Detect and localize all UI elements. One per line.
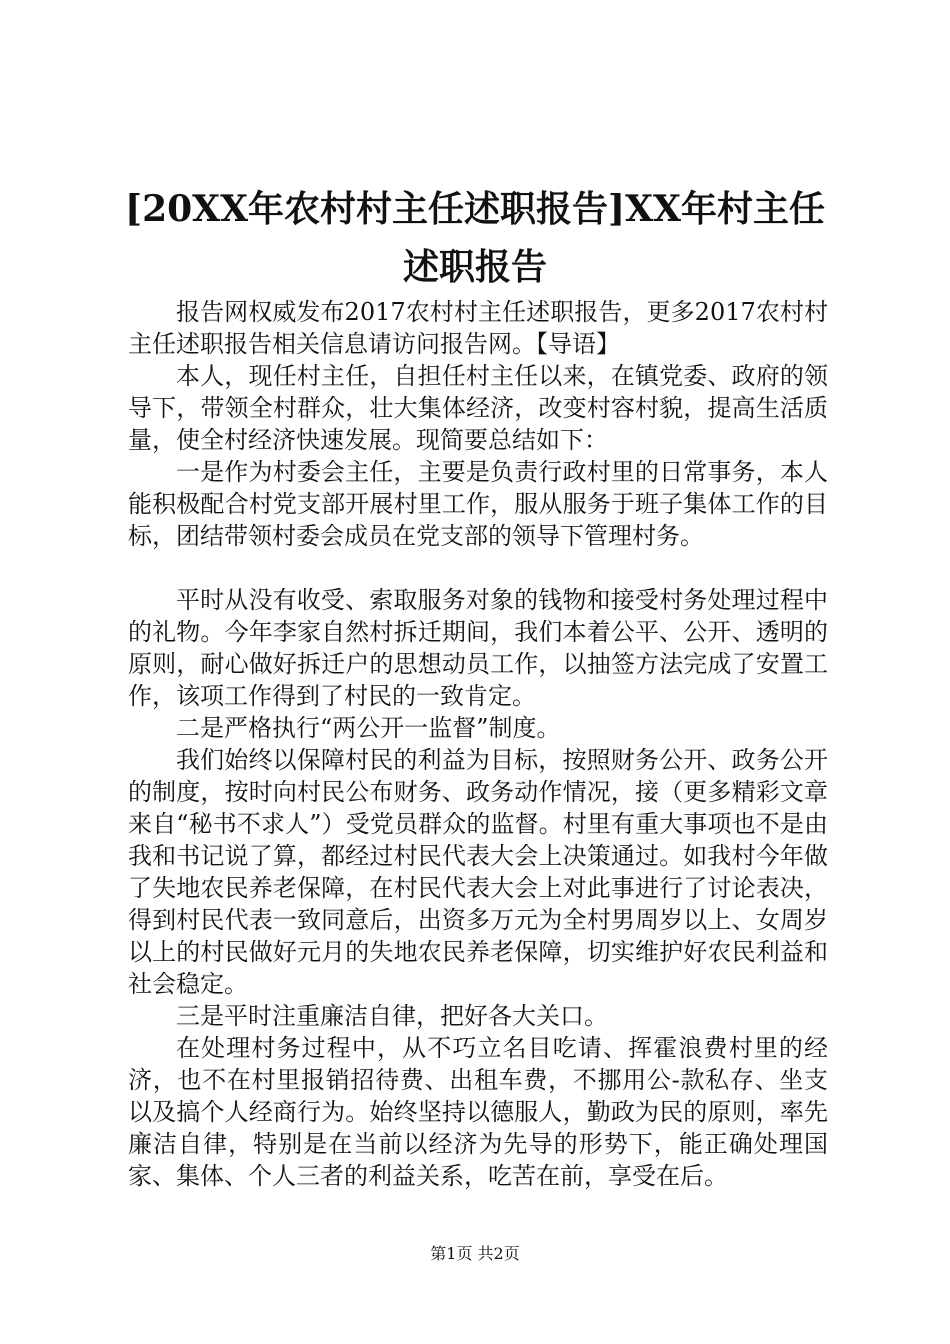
paragraph-spacer [128,552,828,584]
paragraph-point-three: 三是平时注重廉洁自律，把好各大关口。 [176,1002,608,1030]
paragraph-self-intro: 本人，现任村主任，自担任村主任以来，在镇党委、政府的领导下，带领全村群众，壮大集体经济，改变村容村貌，提高生活质量，使全村经济快速发展。现简要总结如下： [128,362,828,454]
document-title: [20XX年农村村主任述职报告]XX年村主任述职报告 [125,188,825,288]
page-footer: 第1页 共2页 [430,1244,520,1263]
paragraph-point-one: 一是作为村委会主任，主要是负责行政村里的日常事务，本人能积极配合村党支部开展村里工作，服从服务于班子集体工作的目标，团结带领村委会成员在党支部的领导下管理村务。 [128,458,828,550]
document-body [128,296,828,1192]
paragraph-point-two: 二是严格执行“两公开一监督”制度。 [176,714,561,742]
paragraph-transparency: 我们始终以保障村民的利益为目标，按照财务公开、政务公开的制度，按时向村民公布财务、政务动作情况，接（更多精彩文章来自“秘书不求人”）受党员群众的监督。村里有重大事项也不是由我和书记说了算，都经过村民代表大会上决策通过。如我村今年做了失地农民养老保障，在村民代表大会上对此事进行了讨论表决，得到村民代表一致同意后，出资多万元为全村男周岁以上、女周岁以上的村民做好元月的失地农民养老保障，切实维护好农民利益和社会稳定。 [128,746,828,998]
paragraph-intro: 报告网权威发布2017农村村主任述职报告，更多2017农村村主任述职报告相关信息请访问报告网。【导语】 [128,298,828,358]
paragraph-integrity: 平时从没有收受、索取服务对象的钱物和接受村务处理过程中的礼物。今年李家自然村拆迁期间，我们本着公平、公开、透明的原则，耐心做好拆迁户的思想动员工作，以抽签方法完成了安置工作，该项工作得到了村民的一致肯定。 [128,586,828,710]
paragraph-self-discipline: 在处理村务过程中，从不巧立名目吃请、挥霍浪费村里的经济，也不在村里报销招待费、出租车费，不挪用公-款私存、坐支以及搞个人经商行为。始终坚持以德服人，勤政为民的原则，率先廉洁自律，特别是在当前以经济为先导的形势下，能正确处理国家、集体、个人三者的利益关系，吃苦在前，享受在后。 [128,1034,828,1190]
